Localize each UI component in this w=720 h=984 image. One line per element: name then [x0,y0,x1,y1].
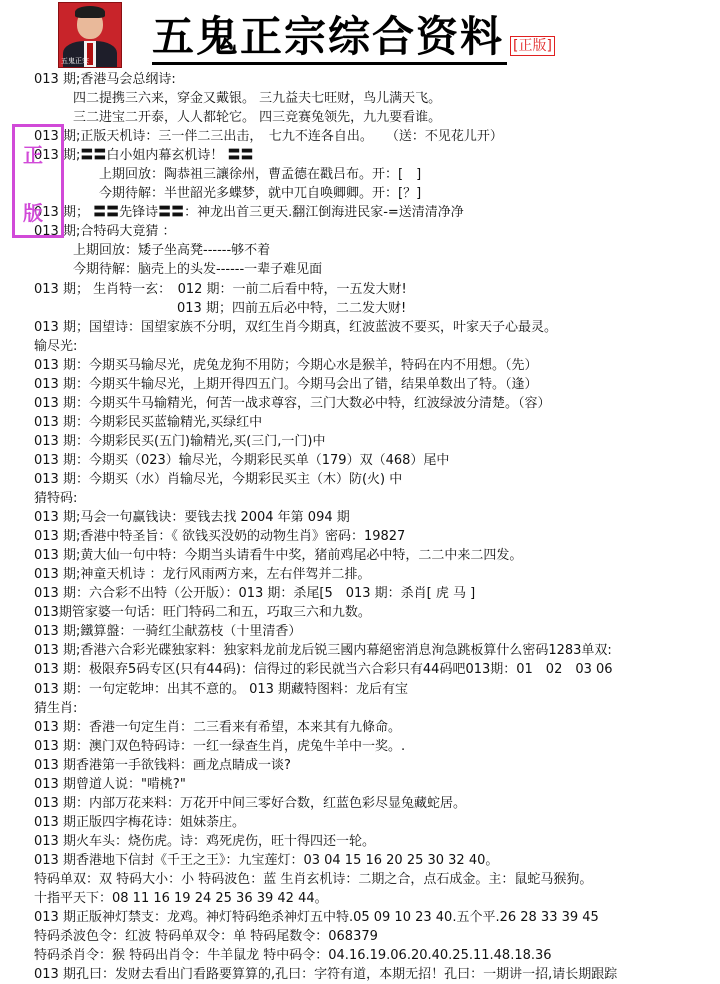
text-line: 特码单双：双 特码大小：小 特码波色：蓝 生肖玄机诗：二期之合，点石成金。主：鼠蛇马猴狗。 [34,871,593,887]
text-line: 013 期：内部万花来料：万花开中间三零好合数，红蓝色彩尽显兔藏蛇居。 [34,795,466,811]
text-line: 013 期：香港一句定生肖：二三看来有希望，本来其有九條命。 [34,719,401,735]
text-line: 013 期;香港六合彩光碟独家料：独家料龙前龙后锐三國内幕絕密消息洵急跳板算什么密码1283单双: [34,643,612,659]
text-line: 013 期；四前五后必中特，二二发大财! [34,300,407,316]
edition-badge: [正版] [510,36,555,56]
text-line: 013 期正版四字梅花诗：姐妹荼庄。 [34,814,245,830]
text-line: 013 期;正版天机诗：三一伴二三出击， 七九不连各自出。 （送：不见花儿开） [34,129,503,145]
text-line: 上期回放：陶恭祖三讓徐州，曹孟德在戳吕布。开：[ ] [34,167,422,183]
text-line: 013 期：极限弃5码专区(只有44码)：信得过的彩民就当六合彩只有44码吧013期：01 02 03 06 [34,662,613,678]
text-line: 特码杀肖令：猴 特码出肖令：牛羊鼠龙 特中码令：04.16.19.06.20.40.25.11.48.18.36 [34,948,552,964]
text-line: 013 期：今期买马输尽光，虎兔龙狗不用防；今期心水是猴羊，特码在内不用想。（先） [34,357,538,373]
text-line: 013期管家婆一句话：旺门特码二和五，巧取三六和九数。 [34,605,371,621]
text-line: 013 期香港地下信封《千王之王》：九宝莲灯：03 04 15 16 20 25 30 32 40。 [34,852,499,868]
avatar-caption: 五鬼正宗 [61,57,89,65]
text-line: 013 期：今期彩民买(五门)输精光,买(三门,一门)中 [34,433,326,449]
text-line: 013 期孔曰：发财去看出门看路要算算的,孔曰：字符有道，本期无招！孔曰：一期讲一招,请长期跟踪 [34,967,618,983]
text-line: 013 期;香港马会总纲诗: [34,72,176,87]
stamp-char-top: 正 [23,143,43,167]
text-line: 013 期;合特码大竟猜 ： [34,224,176,240]
text-line: 013 期;马会一句赢钱诀：要钱去找 2004 年第 094 期 [34,510,350,526]
text-line: 输尽光: [34,338,78,354]
text-line: 013 期；国望诗：国望家族不分明，双红生肖今期真，红波蓝波不要买，叶家天子心最灵。 [34,319,557,335]
text-line: 013 期;黄大仙一句中特：今期当头请看牛中奖，猪前鸡尾必中特，二二中来二四发。 [34,548,523,564]
text-line: 今期待解：脑壳上的头发------一辈子难见面 [34,262,323,278]
text-line: 四二提携三六来，穿金又戴银。 三九益夫七旺财，鸟儿满天飞。 [34,91,442,107]
text-line: 013 期：澳门双色特码诗：一红一绿查生肖，虎兔牛羊中一奖。. [34,738,406,754]
text-line: 013 期;鐵算盤：一骑红尘献荔枝（十里清香） [34,624,302,640]
text-line: 十指平天下：08 11 16 19 24 25 36 39 42 44。 [34,891,328,907]
text-line: 今期待解：半世韶光多蝶梦，就中兀自唤卿卿。开：[？] [34,186,422,202]
edition-stamp [12,124,64,238]
text-line: 猜生肖: [34,700,78,716]
text-line: 013 期； 〓〓先锋诗〓〓：神龙出首三更天.翻江倒海进民家-=送清清净净 [34,205,464,221]
text-line: 013 期香港第一手欲钱料：画龙点睛成一谈? [34,757,291,773]
text-line: 猜特码: [34,491,78,507]
text-line: 013 期;〓〓白小姐内幕玄机诗！ 〓〓 [34,148,254,164]
text-line: 上期回放：矮子坐高凳------够不着 [34,243,271,259]
text-line: 013 期正版神灯禁支：龙鸡。神灯特码绝杀神灯五中特.05 09 10 23 40.五个平.26 28 33 39 45 [34,910,599,926]
text-line: 013 期曾道人说："啃桃?" [34,776,186,792]
text-line: 013 期：一句定乾坤：出其不意的。 013 期藏特图料：龙后有宝 [34,681,409,697]
text-line: 013 期：今期买（023）输尽光，今期彩民买单（179）双（468）尾中 [34,452,450,468]
text-line: 三二进宝二开泰，人人都轮它。 四三竞赛兔领先，九九要看谁。 [34,110,442,126]
text-line: 013 期：六合彩不出特（公开版）：013 期：杀尾[5 013 期：杀肖[ 虎 马 ] [34,586,476,602]
text-line: 013 期;香港中特圣旨：《 欲钱买没奶的动物生肖》密码：19827 [34,529,406,545]
text-line: 013 期火车头：烧伤虎。诗：鸡死虎伤，旺十得四还一轮。 [34,833,375,849]
text-line: 013 期：今期买牛马输精光，何苦一战求尊容，三门大数必中特，红波绿波分清楚。（容） [34,395,551,411]
text-line: 特码杀波色令：红波 特码单双令：单 特码尾数令：068379 [34,929,378,945]
text-line: 013 期;神童天机诗 ：龙行风雨两方来，左右伴驾并二排。 [34,567,371,583]
avatar-hair [75,6,105,18]
document-body [34,70,718,984]
avatar [58,2,122,68]
text-line: 013 期； 生肖特一玄： 012 期：一前二后看中特，一五发大财! [34,281,407,297]
text-line: 013 期：今期买（水）肖输尽光，今期彩民买主（木）防(火) 中 [34,471,403,487]
title-underline [152,62,507,65]
text-line: 013 期：今期彩民买蓝输精光,买绿红中 [34,414,263,430]
text-line: 013 期：今期买牛输尽光，上期开得四五门。今期马会出了错，结果单数出了特。（逢） [34,376,538,392]
stamp-char-bottom: 版 [23,201,43,225]
page-title: 五鬼正宗综合资料 [152,12,505,61]
